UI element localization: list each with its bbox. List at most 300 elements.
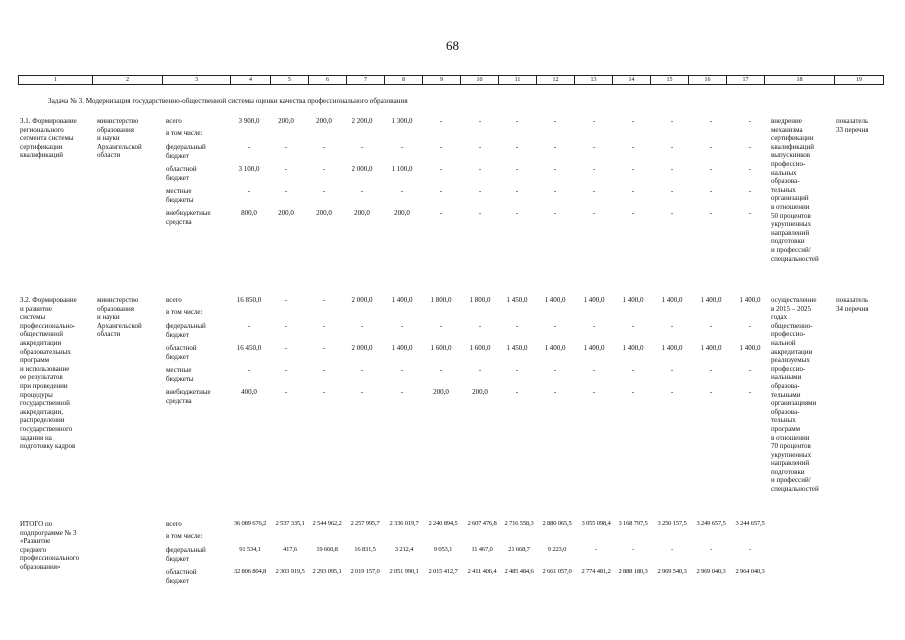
header-cell-6: 6 bbox=[309, 76, 347, 85]
header-cell-10: 10 bbox=[461, 76, 499, 85]
subprogram-total-value-cell: 2 485 484,6 bbox=[504, 568, 534, 575]
task-title: Задача № 3. Модернизация государственно-общественной системы оценки качества профессионального образования bbox=[48, 97, 408, 105]
subprogram-total-value-cell: 91 534,1 bbox=[239, 546, 261, 553]
measure-3-1-result-line: в отношении bbox=[771, 202, 810, 211]
measure-3-2-value-cell: 1 800,0 bbox=[430, 296, 452, 304]
measure-3-2-result-line: организациями bbox=[771, 399, 817, 408]
subprogram-total-row-label bbox=[166, 546, 232, 563]
measure-3-2-value-cell: 200,0 bbox=[472, 388, 488, 396]
subprogram-total-value-cell: 2 880 065,5 bbox=[542, 520, 572, 527]
measure-3-2-name-line: профессионально- bbox=[20, 321, 76, 330]
measure-3-2-result-line: осуществление bbox=[771, 296, 817, 304]
measure-3-2-value-cell: - bbox=[322, 296, 326, 304]
header-cell-2: 2 bbox=[93, 76, 163, 85]
measure-3-1-value-cell: - bbox=[553, 143, 557, 151]
measure-3-1-value-cell: 200,0 bbox=[316, 117, 332, 125]
measure-3-2-result-line: профессио- bbox=[771, 364, 806, 373]
subprogram-total-row-label bbox=[166, 532, 232, 541]
subprogram-total-value-cell: 2 240 894,5 bbox=[428, 520, 458, 527]
header-cell-11: 11 bbox=[499, 76, 537, 85]
measure-3-1-value-cell: - bbox=[360, 187, 364, 195]
measure-3-1-name-line: сегмента системы bbox=[20, 134, 74, 143]
measure-3-1-result-line: направлений bbox=[771, 228, 810, 237]
measure-3-2-value-cell: - bbox=[284, 366, 288, 374]
page-number: 68 bbox=[446, 38, 459, 53]
measure-3-2-row-label bbox=[166, 308, 232, 317]
row-label-line: всего bbox=[166, 117, 182, 125]
measure-3-1-executor-line: области bbox=[97, 151, 121, 160]
measure-3-1-value-cell: - bbox=[553, 187, 557, 195]
subprogram-total-value-cell: 2 015 412,7 bbox=[428, 568, 458, 575]
measure-3-1-result bbox=[771, 117, 841, 263]
measure-3-2-name-line: и развитие bbox=[20, 304, 52, 313]
measure-3-2-result-line: аккредитации bbox=[771, 347, 813, 356]
measure-3-1-value-cell: - bbox=[553, 165, 557, 173]
row-label-line: бюджеты bbox=[166, 195, 194, 204]
measure-3-2-name-line: процедуры bbox=[20, 390, 53, 399]
subprogram-total-name-line: образования» bbox=[20, 562, 61, 571]
row-label-line: бюджет bbox=[166, 330, 189, 339]
row-label-line: местные bbox=[166, 187, 192, 195]
measure-3-2-value-cell: 1 400,0 bbox=[622, 296, 644, 304]
measure-3-1-row-label bbox=[166, 117, 232, 126]
measure-3-2-result-line: образова- bbox=[771, 381, 800, 390]
measure-3-1-value-cell: - bbox=[478, 187, 482, 195]
measure-3-1-value-cell: 1 100,0 bbox=[391, 165, 413, 173]
measure-3-2-executor bbox=[97, 296, 163, 339]
measure-3-1-value-cell: - bbox=[631, 187, 635, 195]
measure-3-2-result-line: 70 процентов bbox=[771, 442, 811, 451]
measure-3-1-value-cell: - bbox=[748, 117, 752, 125]
measure-3-2-result-line: профессио- bbox=[771, 330, 806, 339]
row-label-line: средства bbox=[166, 396, 192, 405]
measure-3-1-executor bbox=[97, 117, 163, 160]
header-cell-3: 3 bbox=[163, 76, 231, 85]
measure-3-2-value-cell: - bbox=[631, 366, 635, 374]
measure-3-2-name-line: аккредитации, bbox=[20, 407, 63, 416]
measure-3-2-result-line: направлений bbox=[771, 459, 810, 468]
measure-3-1-indicator-line: 33 перечня bbox=[836, 125, 869, 134]
measure-3-1-executor-line: Архангельской bbox=[97, 142, 142, 151]
measure-3-2-name-line: при проведении bbox=[20, 381, 68, 390]
subprogram-total-value-cell: 2 411 406,4 bbox=[467, 568, 497, 575]
measure-3-2-value-cell: - bbox=[439, 366, 443, 374]
measure-3-2-value-cell: - bbox=[400, 366, 404, 374]
subprogram-total-value-cell: 2 537 335,1 bbox=[275, 520, 305, 527]
measure-3-1-value-cell: - bbox=[478, 117, 482, 125]
measure-3-1-row-label bbox=[166, 129, 232, 138]
row-label-line: бюджет bbox=[166, 554, 189, 563]
measure-3-2-value-cell: 400,0 bbox=[241, 388, 257, 396]
row-label-line: всего bbox=[166, 296, 182, 304]
measure-3-2-value-cell: - bbox=[631, 322, 635, 330]
measure-3-1-indicator-line: показатель bbox=[836, 117, 869, 125]
measure-3-2-name-line: 3.2. Формирование bbox=[20, 296, 77, 304]
measure-3-2-value-cell: - bbox=[322, 366, 326, 374]
measure-3-2-value-cell: 200,0 bbox=[433, 388, 449, 396]
measure-3-2-value-cell: - bbox=[247, 322, 251, 330]
measure-3-2-value-cell: - bbox=[553, 388, 557, 396]
measure-3-2-indicator bbox=[836, 296, 886, 313]
header-cell-14: 14 bbox=[613, 76, 651, 85]
measure-3-2-executor-line: Архангельской bbox=[97, 321, 142, 330]
measure-3-1-result-line: нальных bbox=[771, 168, 797, 177]
measure-3-1-value-cell: - bbox=[592, 117, 596, 125]
measure-3-1-value-cell: - bbox=[322, 143, 326, 151]
measure-3-2-name-line: образовательных bbox=[20, 347, 71, 356]
measure-3-1-value-cell: - bbox=[478, 165, 482, 173]
measure-3-2-value-cell: 1 400,0 bbox=[661, 344, 683, 352]
subprogram-total-value-cell: 2 774 481,2 bbox=[581, 568, 611, 575]
measure-3-2-value-cell: - bbox=[400, 388, 404, 396]
measure-3-2-value-cell: - bbox=[515, 388, 519, 396]
measure-3-2-value-cell: 1 600,0 bbox=[430, 344, 452, 352]
measure-3-1-result-line: выпускников bbox=[771, 151, 811, 160]
measure-3-2-result-line: в 2015 – 2025 bbox=[771, 304, 812, 313]
header-cell-17: 17 bbox=[727, 76, 765, 85]
measure-3-1-value-cell: - bbox=[553, 209, 557, 217]
measure-3-2-indicator-line: 34 перечня bbox=[836, 304, 869, 313]
subprogram-total-value-cell: 3 212,4 bbox=[394, 546, 414, 553]
subprogram-total-value-cell: 16 831,5 bbox=[354, 546, 376, 553]
measure-3-2-name-line: государственного bbox=[20, 424, 73, 433]
measure-3-1-value-cell: - bbox=[322, 165, 326, 173]
measure-3-1-value-cell: 200,0 bbox=[354, 209, 370, 217]
measure-3-2-value-cell: - bbox=[284, 296, 288, 304]
measure-3-2-value-cell: 1 400,0 bbox=[700, 344, 722, 352]
measure-3-2-value-cell: 1 400,0 bbox=[583, 344, 605, 352]
measure-3-2-value-cell: - bbox=[748, 322, 752, 330]
measure-3-2-value-cell: - bbox=[360, 388, 364, 396]
row-label-line: в том числе: bbox=[166, 308, 203, 316]
measure-3-2-name-line: распределении bbox=[20, 416, 65, 425]
row-label-line: всего bbox=[166, 520, 182, 528]
measure-3-1-result-line: образова- bbox=[771, 177, 800, 186]
measure-3-1-value-cell: 200,0 bbox=[316, 209, 332, 217]
subprogram-total-value-cell: 3 055 098,4 bbox=[581, 520, 611, 527]
subprogram-total-value-cell: 9 053,1 bbox=[433, 546, 453, 553]
measure-3-2-value-cell: 1 800,0 bbox=[469, 296, 491, 304]
measure-3-1-result-line: укрупненных bbox=[771, 220, 812, 229]
column-number-header bbox=[18, 75, 884, 85]
measure-3-1-executor-line: и науки bbox=[97, 134, 120, 143]
measure-3-2-result-line: программ bbox=[771, 424, 801, 433]
measure-3-1-name-line: квалификаций bbox=[20, 151, 63, 160]
measure-3-1-value-cell: 3 100,0 bbox=[238, 165, 260, 173]
measure-3-1-row-label bbox=[166, 143, 232, 160]
measure-3-2-value-cell: 16 850,0 bbox=[236, 296, 262, 304]
measure-3-2-value-cell: - bbox=[439, 322, 443, 330]
header-cell-9: 9 bbox=[423, 76, 461, 85]
header-cell-13: 13 bbox=[575, 76, 613, 85]
subprogram-total-value-cell: 2 661 057,0 bbox=[542, 568, 572, 575]
measure-3-1-value-cell: - bbox=[748, 165, 752, 173]
measure-3-1-value-cell: - bbox=[709, 165, 713, 173]
measure-3-1-value-cell: - bbox=[631, 209, 635, 217]
measure-3-2-value-cell: - bbox=[670, 388, 674, 396]
measure-3-2-value-cell: - bbox=[592, 366, 596, 374]
subprogram-total-name-line: ИТОГО по bbox=[20, 520, 53, 528]
row-label-line: бюджет bbox=[166, 151, 189, 160]
subprogram-total-name bbox=[20, 520, 94, 572]
subprogram-total-row-label bbox=[166, 568, 232, 585]
measure-3-1-value-cell: - bbox=[322, 187, 326, 195]
subprogram-total-value-cell: 2 888 180,3 bbox=[618, 568, 648, 575]
measure-3-2-result-line: в отношении bbox=[771, 433, 810, 442]
measure-3-1-value-cell: - bbox=[247, 143, 251, 151]
subprogram-total-value-cell: 2 716 558,3 bbox=[504, 520, 534, 527]
measure-3-1-value-cell: 2 000,0 bbox=[351, 165, 373, 173]
measure-3-1-value-cell: - bbox=[439, 187, 443, 195]
measure-3-2-value-cell: 16 450,0 bbox=[236, 344, 262, 352]
measure-3-1-value-cell: - bbox=[360, 143, 364, 151]
subprogram-total-value-cell: - bbox=[632, 546, 634, 553]
subprogram-total-name-line: профессионального bbox=[20, 554, 80, 563]
measure-3-2-name-line: задания на bbox=[20, 433, 52, 442]
measure-3-2-value-cell: 1 450,0 bbox=[506, 296, 528, 304]
measure-3-2-value-cell: - bbox=[553, 322, 557, 330]
measure-3-2-result-line: нальной bbox=[771, 338, 796, 347]
measure-3-2-result-line: нальными bbox=[771, 373, 802, 382]
header-cell-1: 1 bbox=[19, 76, 93, 85]
subprogram-total-value-cell: 2 607 476,8 bbox=[467, 520, 497, 527]
measure-3-2-result-line: подготовки bbox=[771, 467, 805, 476]
measure-3-1-name bbox=[20, 117, 94, 160]
measure-3-1-value-cell: - bbox=[592, 209, 596, 217]
measure-3-1-value-cell: - bbox=[284, 143, 288, 151]
measure-3-2-result-line: тельных bbox=[771, 416, 796, 425]
measure-3-2-result-line: образова- bbox=[771, 407, 800, 416]
measure-3-1-value-cell: - bbox=[284, 187, 288, 195]
subprogram-total-value-cell: 2 303 919,5 bbox=[275, 568, 305, 575]
measure-3-2-value-cell: - bbox=[553, 366, 557, 374]
subprogram-total-value-cell: 21 668,7 bbox=[508, 546, 530, 553]
measure-3-1-value-cell: 200,0 bbox=[278, 209, 294, 217]
measure-3-1-executor-line: образования bbox=[97, 125, 134, 134]
measure-3-2-result-line: специальностей bbox=[771, 485, 819, 494]
measure-3-1-row-label bbox=[166, 209, 232, 226]
measure-3-2-name-line: общественной bbox=[20, 330, 64, 339]
measure-3-2-value-cell: 2 000,0 bbox=[351, 296, 373, 304]
subprogram-total-value-cell: 2 019 157,0 bbox=[350, 568, 380, 575]
measure-3-2-value-cell: - bbox=[748, 388, 752, 396]
measure-3-2-value-cell: - bbox=[322, 388, 326, 396]
subprogram-total-value-cell: - bbox=[710, 546, 712, 553]
measure-3-2-value-cell: - bbox=[670, 366, 674, 374]
measure-3-2-value-cell: - bbox=[284, 322, 288, 330]
measure-3-1-result-line: внедрение bbox=[771, 117, 802, 125]
measure-3-2-value-cell: - bbox=[284, 388, 288, 396]
measure-3-1-value-cell: - bbox=[515, 165, 519, 173]
measure-3-2-row-label bbox=[166, 366, 232, 383]
measure-3-1-value-cell: - bbox=[709, 143, 713, 151]
measure-3-2-value-cell: 1 400,0 bbox=[391, 296, 413, 304]
measure-3-2-name-line: программ bbox=[20, 356, 50, 365]
measure-3-1-value-cell: - bbox=[515, 143, 519, 151]
measure-3-1-value-cell: - bbox=[284, 165, 288, 173]
measure-3-1-value-cell: - bbox=[631, 143, 635, 151]
measure-3-2-value-cell: - bbox=[748, 366, 752, 374]
measure-3-1-value-cell: - bbox=[400, 187, 404, 195]
measure-3-1-result-line: и профессий/ bbox=[771, 245, 811, 254]
measure-3-2-result-line: укрупненных bbox=[771, 450, 812, 459]
measure-3-2-value-cell: - bbox=[478, 322, 482, 330]
measure-3-2-value-cell: - bbox=[284, 344, 288, 352]
subprogram-total-value-cell: 3 249 657,5 bbox=[696, 520, 726, 527]
header-cell-15: 15 bbox=[651, 76, 689, 85]
subprogram-total-value-cell: 2 336 019,7 bbox=[389, 520, 419, 527]
measure-3-2-value-cell: - bbox=[631, 388, 635, 396]
measure-3-2-name bbox=[20, 296, 94, 451]
measure-3-2-value-cell: - bbox=[400, 322, 404, 330]
measure-3-1-value-cell: - bbox=[439, 117, 443, 125]
measure-3-2-result-line: и профессий/ bbox=[771, 476, 811, 485]
measure-3-2-value-cell: - bbox=[709, 366, 713, 374]
measure-3-1-result-line: организаций bbox=[771, 194, 809, 203]
measure-3-1-value-cell: - bbox=[748, 187, 752, 195]
measure-3-2-value-cell: 1 600,0 bbox=[469, 344, 491, 352]
measure-3-1-value-cell: - bbox=[515, 187, 519, 195]
measure-3-2-value-cell: 1 450,0 bbox=[506, 344, 528, 352]
row-label-line: бюджет bbox=[166, 352, 189, 361]
measure-3-1-value-cell: - bbox=[515, 209, 519, 217]
header-cell-19: 19 bbox=[835, 76, 884, 85]
measure-3-1-value-cell: - bbox=[478, 143, 482, 151]
measure-3-1-value-cell: - bbox=[592, 187, 596, 195]
header-cell-7: 7 bbox=[347, 76, 385, 85]
measure-3-2-value-cell: 1 400,0 bbox=[583, 296, 605, 304]
subprogram-total-value-cell: 2 969 040,3 bbox=[696, 568, 726, 575]
measure-3-1-value-cell: - bbox=[709, 187, 713, 195]
measure-3-1-value-cell: - bbox=[748, 143, 752, 151]
row-label-line: областной bbox=[166, 344, 197, 352]
row-label-line: федеральный bbox=[166, 546, 206, 554]
measure-3-1-name-line: 3.1. Формирование bbox=[20, 117, 77, 125]
measure-3-2-result-line: тельными bbox=[771, 390, 801, 399]
subprogram-total-value-cell: 11 467,0 bbox=[471, 546, 493, 553]
subprogram-total-value-cell: 2 544 962,2 bbox=[312, 520, 342, 527]
row-label-line: бюджет bbox=[166, 173, 189, 182]
row-label-line: областной bbox=[166, 568, 197, 576]
measure-3-1-value-cell: - bbox=[631, 117, 635, 125]
header-cell-8: 8 bbox=[385, 76, 423, 85]
subprogram-total-name-line: среднего bbox=[20, 545, 47, 554]
measure-3-1-value-cell: - bbox=[670, 187, 674, 195]
subprogram-total-value-cell: 9 223,0 bbox=[547, 546, 567, 553]
measure-3-1-result-line: квалификаций bbox=[771, 142, 814, 151]
measure-3-2-name-line: системы bbox=[20, 313, 46, 322]
row-label-line: бюджеты bbox=[166, 374, 194, 383]
measure-3-2-executor-line: министерство bbox=[97, 296, 139, 304]
row-label-line: внебюджетные bbox=[166, 388, 211, 396]
measure-3-2-result-line: годах bbox=[771, 313, 788, 322]
measure-3-2-name-line: ее результатов bbox=[20, 373, 63, 382]
measure-3-2-value-cell: 1 400,0 bbox=[739, 344, 761, 352]
measure-3-1-row-label bbox=[166, 165, 232, 182]
row-label-line: областной bbox=[166, 165, 197, 173]
measure-3-2-value-cell: - bbox=[709, 322, 713, 330]
measure-3-1-value-cell: 200,0 bbox=[278, 117, 294, 125]
subprogram-total-value-cell: 3 168 797,5 bbox=[618, 520, 648, 527]
measure-3-2-value-cell: - bbox=[360, 322, 364, 330]
measure-3-2-indicator-line: показатель bbox=[836, 296, 869, 304]
measure-3-2-value-cell: 1 400,0 bbox=[622, 344, 644, 352]
measure-3-1-value-cell: 200,0 bbox=[394, 209, 410, 217]
measure-3-1-value-cell: - bbox=[670, 117, 674, 125]
measure-3-1-indicator bbox=[836, 117, 886, 134]
measure-3-1-value-cell: - bbox=[478, 209, 482, 217]
measure-3-2-value-cell: 1 400,0 bbox=[739, 296, 761, 304]
measure-3-1-value-cell: - bbox=[592, 165, 596, 173]
measure-3-2-name-line: государственной bbox=[20, 399, 70, 408]
subprogram-total-value-cell: 19 660,8 bbox=[316, 546, 338, 553]
measure-3-2-result-line: общественно- bbox=[771, 321, 813, 330]
measure-3-2-value-cell: - bbox=[592, 322, 596, 330]
measure-3-2-value-cell: - bbox=[360, 366, 364, 374]
subprogram-total-value-cell: 3 244 657,5 bbox=[735, 520, 765, 527]
measure-3-2-value-cell: 2 000,0 bbox=[351, 344, 373, 352]
measure-3-2-value-cell: 1 400,0 bbox=[700, 296, 722, 304]
measure-3-2-row-label bbox=[166, 344, 232, 361]
measure-3-1-value-cell: - bbox=[553, 117, 557, 125]
measure-3-1-result-line: тельных bbox=[771, 185, 796, 194]
row-label-line: федеральный bbox=[166, 322, 206, 330]
subprogram-total-value-cell: 2 257 995,7 bbox=[350, 520, 380, 527]
header-cell-12: 12 bbox=[537, 76, 575, 85]
measure-3-1-result-line: 50 процентов bbox=[771, 211, 811, 220]
row-label-line: местные bbox=[166, 366, 192, 374]
measure-3-1-value-cell: 2 200,0 bbox=[351, 117, 373, 125]
subprogram-total-value-cell: 32 806 804,8 bbox=[233, 568, 267, 575]
measure-3-2-value-cell: 1 400,0 bbox=[544, 296, 566, 304]
header-cell-16: 16 bbox=[689, 76, 727, 85]
measure-3-2-name-line: подготовку кадров bbox=[20, 442, 76, 451]
subprogram-total-value-cell: 2 969 540,3 bbox=[657, 568, 687, 575]
measure-3-1-value-cell: - bbox=[670, 143, 674, 151]
measure-3-2-value-cell: - bbox=[592, 388, 596, 396]
measure-3-1-value-cell: - bbox=[515, 117, 519, 125]
subprogram-total-value-cell: - bbox=[749, 546, 751, 553]
measure-3-1-name-line: сертификации bbox=[20, 142, 63, 151]
subprogram-total-value-cell: 2 293 095,1 bbox=[312, 568, 342, 575]
measure-3-1-result-line: сертификации bbox=[771, 134, 814, 143]
measure-3-2-executor-line: и науки bbox=[97, 313, 120, 322]
measure-3-2-value-cell: - bbox=[515, 322, 519, 330]
measure-3-1-value-cell: - bbox=[670, 165, 674, 173]
header-cell-5: 5 bbox=[271, 76, 309, 85]
subprogram-total-name-line: «Развитие bbox=[20, 537, 51, 546]
measure-3-1-row-label bbox=[166, 187, 232, 204]
measure-3-1-value-cell: - bbox=[439, 143, 443, 151]
header-cell-18: 18 bbox=[765, 76, 835, 85]
measure-3-1-value-cell: 3 900,0 bbox=[238, 117, 260, 125]
measure-3-1-value-cell: - bbox=[592, 143, 596, 151]
measure-3-1-value-cell: - bbox=[748, 209, 752, 217]
subprogram-total-name-line: подпрограмме № 3 bbox=[20, 528, 77, 537]
row-label-line: бюджет bbox=[166, 576, 189, 585]
subprogram-total-value-cell: 417,6 bbox=[283, 546, 297, 553]
subprogram-total-value-cell: - bbox=[595, 546, 597, 553]
measure-3-1-value-cell: 800,0 bbox=[241, 209, 257, 217]
measure-3-1-value-cell: - bbox=[247, 187, 251, 195]
measure-3-2-result bbox=[771, 296, 841, 494]
measure-3-2-executor-line: образования bbox=[97, 304, 134, 313]
measure-3-2-name-line: аккредитации bbox=[20, 338, 62, 347]
row-label-line: в том числе: bbox=[166, 532, 203, 540]
measure-3-1-executor-line: министерство bbox=[97, 117, 139, 125]
subprogram-total-row-label bbox=[166, 520, 232, 529]
measure-3-1-value-cell: - bbox=[709, 209, 713, 217]
